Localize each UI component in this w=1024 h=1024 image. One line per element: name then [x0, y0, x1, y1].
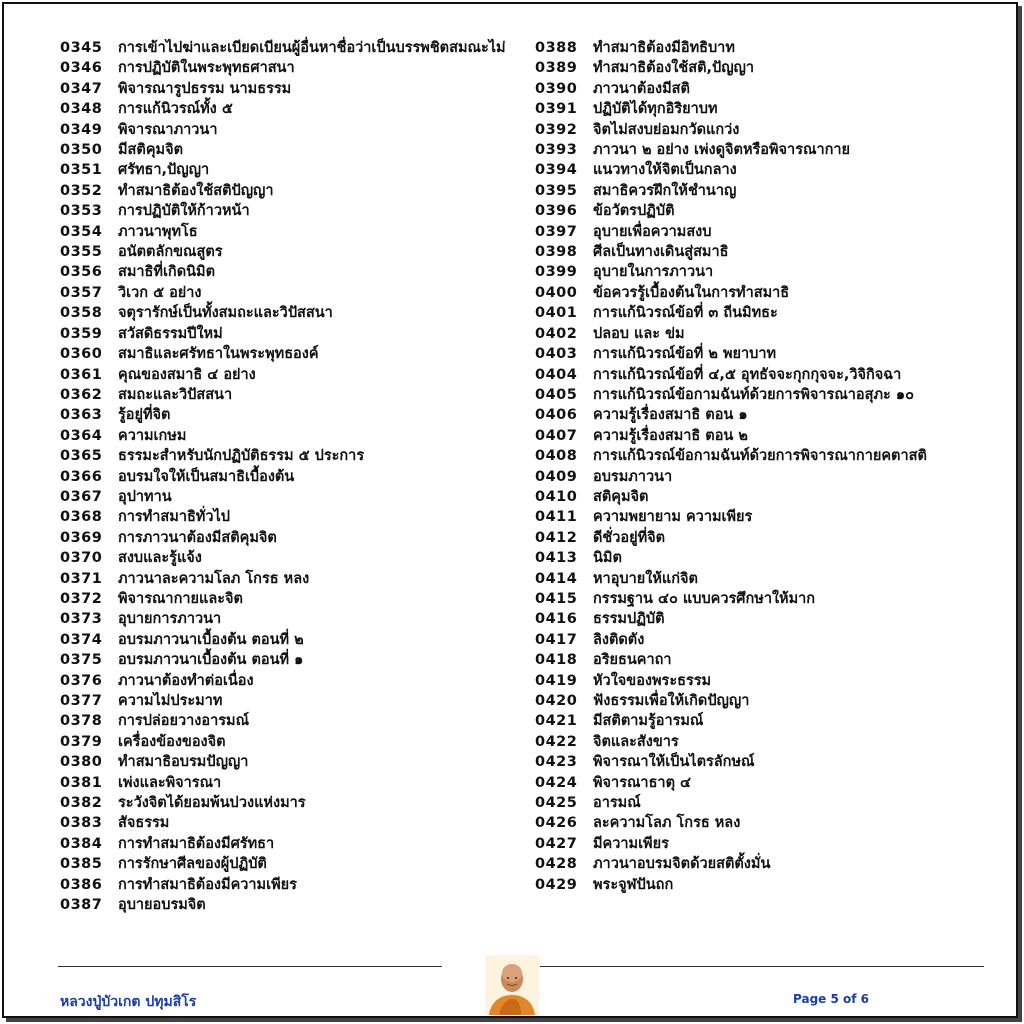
- toc-entry-number: 0411: [535, 509, 578, 526]
- toc-entry-number: 0384: [60, 835, 103, 852]
- toc-entry-title: ความรู้เรื่องสมาธิ ตอน ๒: [593, 427, 748, 444]
- toc-entry: [60, 854, 510, 874]
- toc-entry-number: 0364: [60, 427, 103, 444]
- toc-entry-number: 0357: [60, 284, 103, 301]
- toc-entry: [60, 507, 510, 527]
- toc-entry: [60, 201, 510, 221]
- toc-entry-title: การภาวนาต้องมีสติคุมจิต: [118, 529, 277, 546]
- toc-entry-number: 0375: [60, 652, 103, 669]
- toc-entry-title: ธรรมะสำหรับนักปฏิบัติธรรม ๕ ประการ: [118, 448, 365, 465]
- toc-entry-title: สมถะและวิปัสสนา: [118, 386, 233, 403]
- toc-entry-number: 0354: [60, 223, 103, 240]
- toc-entry-number: 0410: [535, 488, 578, 505]
- toc-entry-number: 0370: [60, 550, 103, 567]
- toc-entry: [60, 344, 510, 364]
- toc-entry-title: การเข้าไปฆ่าและเบียดเบียนผู้อื่นหาชื่อว่าเป็นบรรพชิตสมณะไม่: [118, 40, 506, 56]
- toc-entry-title: ระวังจิตได้ยอมพ้นบ่วงแห่งมาร: [118, 795, 306, 812]
- toc-entry-number: 0383: [60, 815, 103, 832]
- toc-entry: [60, 385, 510, 405]
- toc-entry-number: 0394: [535, 162, 578, 179]
- toc-entry-title: มีสติคุมจิต: [118, 142, 183, 159]
- toc-entry: [535, 222, 995, 242]
- toc-entry-number: 0398: [535, 244, 578, 261]
- toc-entry: [535, 426, 995, 446]
- toc-entry-title: ศรัทธา,ปัญญา: [118, 162, 210, 179]
- toc-entry: [60, 79, 510, 99]
- toc-entry-title: ธรรมปฏิบัติ: [593, 611, 665, 628]
- toc-entry-title: ความไม่ประมาท: [118, 693, 223, 709]
- toc-entry: [535, 507, 995, 527]
- toc-entry-number: 0409: [535, 468, 578, 485]
- toc-entry-title: ละความโลภ โกรธ หลง: [593, 815, 741, 832]
- toc-entry: [535, 854, 995, 874]
- toc-entry: [60, 222, 510, 242]
- toc-entry-number: 0371: [60, 570, 103, 587]
- toc-entry-title: สมาธิที่เกิดนิมิต: [118, 264, 215, 281]
- toc-entry-title: สมาธิควรฝึกให้ชำนาญ: [593, 182, 737, 199]
- toc-entry-number: 0421: [535, 713, 578, 730]
- toc-column-right: [535, 38, 995, 895]
- toc-entry-title: อุบายในการภาวนา: [593, 264, 714, 281]
- toc-entry: [535, 99, 995, 119]
- footer-page-number: Page 5 of 6: [793, 992, 869, 1006]
- toc-entry-number: 0387: [60, 897, 103, 914]
- toc-entry: [60, 630, 510, 650]
- toc-entry-number: 0359: [60, 325, 103, 342]
- toc-entry-title: พิจารณารูปธรรม นามธรรม: [118, 80, 292, 97]
- toc-entry: [535, 38, 995, 58]
- toc-entry-number: 0392: [535, 121, 578, 138]
- toc-entry-title: การปฏิบัติให้ก้าวหน้า: [118, 203, 250, 220]
- toc-entry-title: สวัสดิธรรมปีใหม่: [118, 325, 223, 342]
- toc-entry-title: ความพยายาม ความเพียร: [593, 509, 753, 526]
- toc-entry-title: หัวใจของพระธรรม: [593, 672, 712, 689]
- toc-entry-number: 0401: [535, 305, 578, 322]
- toc-entry: [535, 140, 995, 160]
- toc-entry-title: ทำสมาธิต้องใช้สติปัญญา: [118, 182, 274, 199]
- toc-entry: [60, 732, 510, 752]
- toc-entry-number: 0386: [60, 876, 103, 893]
- toc-entry-number: 0377: [60, 693, 103, 709]
- toc-entry: [535, 773, 995, 793]
- toc-entry-number: 0395: [535, 182, 578, 199]
- toc-entry-title: ภาวนาต้องทำต่อเนื่อง: [118, 672, 254, 689]
- toc-entry: [60, 181, 510, 201]
- toc-entry: [60, 365, 510, 385]
- toc-entry-number: 0360: [60, 346, 103, 363]
- toc-entry-title: ความเกษม: [118, 427, 187, 444]
- toc-entry-number: 0346: [60, 60, 103, 77]
- toc-entry-number: 0422: [535, 733, 578, 750]
- toc-entry: [535, 385, 995, 405]
- footer-divider-right: [540, 966, 984, 967]
- toc-entry-title: อบรมใจให้เป็นสมาธิเบื้องต้น: [118, 468, 295, 485]
- toc-entry-title: ภาวนา ๒ อย่าง เพ่งดูจิตหรือพิจารณากาย: [593, 142, 850, 159]
- toc-entry-title: พิจารณาให้เป็นไตรลักษณ์: [593, 754, 755, 771]
- toc-entry-number: 0415: [535, 590, 578, 607]
- toc-entry-title: ศีลเป็นทางเดินสู่สมาธิ: [593, 244, 729, 261]
- toc-entry: [60, 467, 510, 487]
- toc-entry-number: 0367: [60, 488, 103, 505]
- toc-entry: [535, 181, 995, 201]
- toc-entry-title: ภาวนาละความโลภ โกรธ หลง: [118, 570, 310, 587]
- toc-entry: [535, 793, 995, 813]
- toc-entry-number: 0378: [60, 713, 103, 730]
- toc-entry-title: สงบและรู้แจ้ง: [118, 550, 202, 567]
- toc-entry-number: 0418: [535, 652, 578, 669]
- toc-entry: [60, 773, 510, 793]
- toc-entry-number: 0372: [60, 590, 103, 607]
- toc-entry: [535, 446, 995, 466]
- toc-entry: [535, 589, 995, 609]
- toc-entry-title: การแก้นิวรณ์ข้อที่ ๓ ถีนมิทธะ: [593, 305, 778, 322]
- toc-entry: [535, 609, 995, 629]
- toc-entry-number: 0363: [60, 407, 103, 424]
- toc-entry: [535, 487, 995, 507]
- toc-entry: [60, 242, 510, 262]
- toc-entry-title: ข้อควรรู้เบื้องต้นในการทำสมาธิ: [593, 284, 790, 301]
- toc-entry: [535, 834, 995, 854]
- toc-entry-number: 0376: [60, 672, 103, 689]
- toc-entry: [535, 752, 995, 772]
- toc-entry-number: 0366: [60, 468, 103, 485]
- toc-entry: [60, 324, 510, 344]
- toc-entry-number: 0408: [535, 448, 578, 465]
- toc-entry: [60, 283, 510, 303]
- monk-portrait-image: [485, 955, 539, 1015]
- toc-entry-title: พิจารณากายและจิต: [118, 590, 243, 607]
- toc-entry: [535, 711, 995, 731]
- toc-entry-number: 0429: [535, 876, 578, 893]
- toc-entry-title: อริยธนคาถา: [593, 652, 672, 669]
- toc-entry-title: อุปาทาน: [118, 488, 172, 505]
- toc-entry-title: อุบายการภาวนา: [118, 611, 222, 628]
- toc-entry: [535, 283, 995, 303]
- toc-entry: [60, 528, 510, 548]
- toc-entry-number: 0417: [535, 631, 578, 648]
- page-shadow-bottom: [6, 1018, 1022, 1022]
- toc-entry: [60, 160, 510, 180]
- toc-entry: [535, 160, 995, 180]
- toc-entry-number: 0390: [535, 80, 578, 97]
- toc-entry-title: การปฏิบัติในพระพุทธศาสนา: [118, 60, 295, 77]
- toc-entry-number: 0404: [535, 366, 578, 383]
- toc-entry-number: 0412: [535, 529, 578, 546]
- toc-entry: [535, 365, 995, 385]
- toc-entry: [60, 58, 510, 78]
- toc-entry: [535, 875, 995, 895]
- toc-entry: [535, 671, 995, 691]
- toc-entry-title: การปล่อยวางอารมณ์: [118, 713, 250, 730]
- toc-entry: [535, 569, 995, 589]
- toc-entry-title: สติคุมจิต: [593, 488, 649, 505]
- toc-column-left: [60, 38, 510, 915]
- toc-entry-number: 0380: [60, 754, 103, 771]
- toc-entry: [60, 650, 510, 670]
- toc-entry-number: 0389: [535, 60, 578, 77]
- toc-entry-number: 0400: [535, 284, 578, 301]
- toc-entry: [60, 671, 510, 691]
- toc-entry: [60, 834, 510, 854]
- toc-entry-title: ทำสมาธิต้องใช้สติ,ปัญญา: [593, 60, 755, 77]
- toc-entry-number: 0391: [535, 101, 578, 118]
- toc-entry-title: อบรมภาวนาเบื้องต้น ตอนที่ ๑: [118, 652, 304, 669]
- toc-entry-number: 0402: [535, 325, 578, 342]
- toc-entry: [60, 589, 510, 609]
- toc-entry-number: 0396: [535, 203, 578, 220]
- toc-entry-number: 0426: [535, 815, 578, 832]
- toc-entry-number: 0368: [60, 509, 103, 526]
- toc-entry-title: การทำสมาธิทั่วไป: [118, 509, 231, 526]
- toc-entry: [535, 344, 995, 364]
- toc-entry: [60, 405, 510, 425]
- toc-entry-number: 0399: [535, 264, 578, 281]
- toc-entry: [60, 120, 510, 140]
- toc-entry-title: อนัตตลักขณสูตร: [118, 244, 223, 261]
- toc-entry-number: 0345: [60, 40, 103, 56]
- toc-entry-title: แนวทางให้จิตเป็นกลาง: [593, 162, 737, 179]
- toc-entry-number: 0358: [60, 305, 103, 322]
- toc-entry: [535, 79, 995, 99]
- toc-entry-number: 0403: [535, 346, 578, 363]
- toc-entry: [535, 691, 995, 711]
- toc-entry-title: การรักษาศีลของผู้ปฏิบัติ: [118, 856, 267, 873]
- toc-entry-number: 0419: [535, 672, 578, 689]
- toc-entry: [60, 140, 510, 160]
- toc-entry-number: 0379: [60, 733, 103, 750]
- toc-entry: [535, 650, 995, 670]
- toc-entry-title: พิจารณาธาตุ ๔: [593, 774, 692, 791]
- toc-entry-title: คุณของสมาธิ ๔ อย่าง: [118, 366, 256, 383]
- toc-entry: [535, 813, 995, 833]
- toc-entry-title: ปลอบ และ ข่ม: [593, 325, 685, 342]
- footer-divider-left: [58, 966, 442, 967]
- toc-entry-title: พระจูฬปันถก: [593, 876, 674, 893]
- toc-entry: [535, 548, 995, 568]
- toc-entry-title: อบรมภาวนาเบื้องต้น ตอนที่ ๒: [118, 631, 304, 648]
- toc-entry-title: วิเวก ๕ อย่าง: [118, 284, 202, 301]
- toc-entry-number: 0365: [60, 448, 103, 465]
- toc-entry-number: 0420: [535, 693, 578, 709]
- toc-entry-title: สัจธรรม: [118, 815, 170, 832]
- toc-entry-title: อบรมภาวนา: [593, 468, 673, 485]
- toc-entry-number: 0361: [60, 366, 103, 383]
- toc-entry: [60, 793, 510, 813]
- toc-entry: [535, 303, 995, 323]
- toc-entry-number: 0405: [535, 386, 578, 403]
- toc-entry-number: 0393: [535, 142, 578, 159]
- toc-entry-title: ความรู้เรื่องสมาธิ ตอน ๑: [593, 407, 748, 424]
- toc-entry-title: ทำสมาธิอบรมปัญญา: [118, 754, 249, 771]
- toc-entry: [60, 548, 510, 568]
- toc-entry-number: 0425: [535, 795, 578, 812]
- toc-entry-number: 0407: [535, 427, 578, 444]
- toc-entry-title: การแก้นิวรณ์ข้อที่ ๒ พยาบาท: [593, 346, 777, 363]
- toc-entry-number: 0406: [535, 407, 578, 424]
- toc-entry-title: มีสติตามรู้อารมณ์: [593, 713, 704, 730]
- toc-entry-title: นิมิต: [593, 550, 622, 567]
- toc-entry-number: 0427: [535, 835, 578, 852]
- toc-entry-number: 0388: [535, 40, 578, 56]
- toc-entry: [60, 446, 510, 466]
- toc-entry-title: ข้อวัตรปฏิบัติ: [593, 203, 675, 220]
- toc-entry: [535, 405, 995, 425]
- toc-entry-title: การแก้นิวรณ์ข้อที่ ๔,๕ อุทธัจจะกุกกุจจะ,วิจิกิจฉา: [593, 366, 902, 383]
- toc-entry-title: ดีชั่วอยู่ที่จิต: [593, 529, 666, 546]
- toc-entry-number: 0424: [535, 774, 578, 791]
- monk-portrait-icon: [485, 955, 539, 1015]
- toc-entry-number: 0373: [60, 611, 103, 628]
- toc-entry-number: 0416: [535, 611, 578, 628]
- toc-entry-number: 0350: [60, 142, 103, 159]
- toc-entry-title: การแก้นิวรณ์ข้อกามฉันท์ด้วยการพิจารณากายคตาสติ: [593, 448, 927, 465]
- toc-entry-title: การทำสมาธิต้องมีศรัทธา: [118, 835, 275, 852]
- toc-entry: [60, 569, 510, 589]
- toc-entry-number: 0348: [60, 101, 103, 118]
- toc-entry-title: ภาวนาอบรมจิตด้วยสติตั้งมั่น: [593, 856, 771, 873]
- toc-entry-title: ภาวนาพุทโธ: [118, 223, 198, 240]
- toc-entry-title: การแก้นิวรณ์ข้อกามฉันท์ด้วยการพิจารณาอสุภะ ๑๐: [593, 386, 914, 403]
- toc-entry-title: ฟังธรรมเพื่อให้เกิดปัญญา: [593, 693, 750, 709]
- toc-entry-title: อุบายอบรมจิต: [118, 897, 206, 914]
- toc-entry-title: อารมณ์: [593, 795, 641, 812]
- toc-entry: [535, 467, 995, 487]
- toc-entry-title: เพ่งและพิจารณา: [118, 774, 222, 791]
- toc-entry: [535, 58, 995, 78]
- toc-entry: [535, 201, 995, 221]
- toc-entry-number: 0353: [60, 203, 103, 220]
- toc-entry-number: 0423: [535, 754, 578, 771]
- toc-entry: [60, 426, 510, 446]
- toc-entry-title: ภาวนาต้องมีสติ: [593, 80, 690, 97]
- toc-entry-title: จิตและสังขาร: [593, 733, 679, 750]
- toc-entry-title: จิตไม่สงบย่อมกวัดแกว่ง: [593, 121, 740, 138]
- footer-author: หลวงปู่บัวเกต ปทุมสิโร: [60, 994, 197, 1010]
- toc-entry-title: การทำสมาธิต้องมีความเพียร: [118, 876, 297, 893]
- toc-entry-number: 0362: [60, 386, 103, 403]
- toc-entry-number: 0369: [60, 529, 103, 546]
- toc-entry-number: 0413: [535, 550, 578, 567]
- toc-entry: [535, 324, 995, 344]
- toc-entry-title: กรรมฐาน ๔๐ แบบควรศึกษาให้มาก: [593, 590, 816, 607]
- toc-entry-title: หาอุบายให้แก่จิต: [593, 570, 698, 587]
- toc-entry: [60, 711, 510, 731]
- toc-entry: [60, 609, 510, 629]
- toc-entry-title: ทำสมาธิต้องมีอิทธิบาท: [593, 40, 735, 56]
- toc-entry-number: 0382: [60, 795, 103, 812]
- toc-entry-number: 0352: [60, 182, 103, 199]
- toc-entry-number: 0397: [535, 223, 578, 240]
- toc-entry-title: สมาธิและศรัทธาในพระพุทธองค์: [118, 346, 319, 363]
- toc-entry-title: จตุรารักษ์เป็นทั้งสมถะและวิปัสสนา: [118, 305, 333, 322]
- toc-entry-number: 0381: [60, 774, 103, 791]
- toc-entry: [60, 262, 510, 282]
- toc-entry: [535, 528, 995, 548]
- toc-entry: [535, 630, 995, 650]
- toc-entry-number: 0355: [60, 244, 103, 261]
- toc-entry-number: 0356: [60, 264, 103, 281]
- toc-entry-title: มีความเพียร: [593, 835, 669, 852]
- toc-entry: [535, 242, 995, 262]
- toc-entry-number: 0351: [60, 162, 103, 179]
- toc-entry-title: พิจารณาภาวนา: [118, 121, 218, 138]
- toc-entry: [60, 813, 510, 833]
- toc-entry-number: 0374: [60, 631, 103, 648]
- toc-entry: [535, 262, 995, 282]
- toc-entry: [60, 303, 510, 323]
- toc-entry-number: 0428: [535, 856, 578, 873]
- toc-entry: [535, 120, 995, 140]
- toc-entry-title: ปฏิบัติได้ทุกอิริยาบท: [593, 101, 718, 118]
- toc-entry: [60, 99, 510, 119]
- toc-entry-title: เครื่องข้องของจิต: [118, 733, 226, 750]
- toc-entry: [60, 691, 510, 711]
- toc-entry: [60, 875, 510, 895]
- toc-entry-title: ลิงติดตัง: [593, 631, 645, 648]
- toc-entry-number: 0414: [535, 570, 578, 587]
- toc-entry: [60, 752, 510, 772]
- toc-entry-title: รู้อยู่ที่จิต: [118, 407, 171, 424]
- toc-entry: [60, 895, 510, 915]
- toc-entry-number: 0349: [60, 121, 103, 138]
- toc-entry-title: อุบายเพื่อความสงบ: [593, 223, 712, 240]
- toc-entry: [535, 732, 995, 752]
- toc-entry: [60, 487, 510, 507]
- page-shadow-right: [1018, 6, 1022, 1020]
- toc-entry-number: 0385: [60, 856, 103, 873]
- toc-entry-title: การแก้นิวรณ์ทั้ง ๕: [118, 101, 233, 118]
- toc-entry-number: 0347: [60, 80, 103, 97]
- toc-entry: [60, 38, 510, 58]
